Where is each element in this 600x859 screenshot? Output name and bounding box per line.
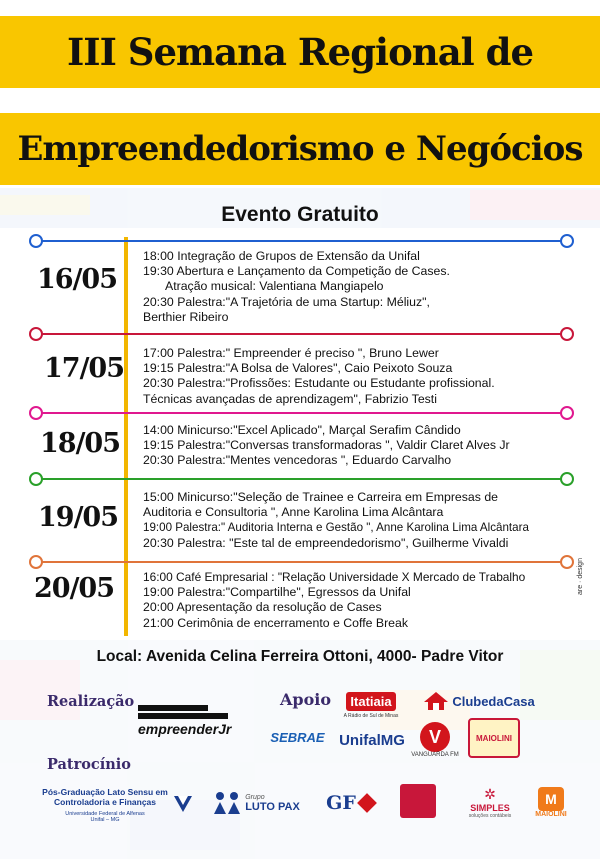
day-divider [38, 478, 568, 480]
people-icon [212, 790, 242, 816]
schedule-item: 17:00 Palestra:" Empreender é preciso ", Bruno Lewer [143, 346, 439, 360]
vanguarda-text: VANGUARDA FM [411, 752, 459, 758]
title-line-1: III Semana Regional de [66, 30, 534, 74]
cart-icon: M [538, 787, 564, 811]
day-date: 20/05 [34, 573, 115, 604]
day-items [143, 346, 583, 407]
day-items [143, 423, 583, 469]
day-date: 16/05 [37, 264, 118, 295]
itatiaia-sub: A Rádio de Sul de Minas [343, 712, 399, 719]
maiolini2-text: MAIOLINI [535, 810, 567, 818]
divider-dot [560, 327, 574, 341]
day-date: 18/05 [40, 428, 121, 459]
simples-sub: soluções contábeis [468, 812, 512, 819]
schedule-item: 20:30 Palestra:"A Trajetória de uma Startup: Méliuz", [143, 294, 430, 309]
posgrad-line-3: Universidade Federal de Alfenas [65, 811, 145, 817]
gf-text: GF [326, 792, 356, 814]
schedule-item: Atração musical: Valentiana Mangiapelo [165, 279, 384, 294]
schedule-item: 20:00 Apresentação da resolução de Cases [143, 600, 382, 615]
schedule-item: 20:30 Palestra: "Este tal de empreendedorismo", Guilherme Vivaldi [143, 535, 509, 550]
schedule-item: Técnicas avançadas de aprendizagem", Fabrizio Testi [143, 391, 437, 406]
day-divider [38, 412, 568, 414]
schedule-item: 20:30 Palestra:"Mentes vencedoras ", Eduardo Carvalho [143, 453, 452, 468]
schedule-item: 19:15 Palestra:"A Bolsa de Valores", Caio Peixoto Souza [143, 361, 453, 376]
divider-dot [29, 234, 43, 248]
divider-dot [29, 406, 43, 420]
itatiaia-text: Itatiaia [346, 692, 395, 711]
schedule-item: 19:30 Abertura e Lançamento da Competição de Cases. [143, 264, 450, 279]
schedule-item: 20:30 Palestra:"Profissões: Estudante ou Estudante profissional. [143, 376, 495, 391]
title-banner-2 [0, 113, 600, 185]
simples-logo [460, 782, 520, 822]
empreender-text: empreenderJr [138, 721, 232, 737]
day-items [143, 570, 583, 631]
posgrad-line-4: Unifal – MG [90, 817, 120, 823]
simples-star-icon: ✲ [484, 785, 496, 802]
divider-dot [560, 234, 574, 248]
divider-dot [560, 555, 574, 569]
divider-dot [560, 406, 574, 420]
maiolini-logo [468, 718, 520, 758]
clube-text: ClubedaCasa [452, 693, 535, 709]
day-items [143, 249, 583, 325]
gf-logo [322, 788, 378, 818]
schedule-item: 19:15 Palestra:"Conversas transformadoras ", Valdir Claret Alves Jr [143, 438, 510, 453]
posgrad-line-2: Controladoria e Finanças [53, 797, 157, 807]
posgrad-logo [30, 780, 180, 830]
schedule-item: 16:00 Café Empresarial : "Relação Universidade X Mercado de Trabalho [143, 570, 526, 584]
unifal-text: UnifalMG [339, 731, 405, 749]
vanguarda-logo [410, 718, 460, 762]
simples-text: SIMPLES [470, 802, 510, 813]
sebrae-logo [270, 725, 325, 749]
timeline-vertical [124, 237, 128, 636]
event-subtitle: Evento Gratuito [221, 203, 379, 226]
schedule-item: 19:00 Palestra:"Compartilhe", Egressos da Unifal [143, 585, 411, 600]
schedule-item: 19:00 Palestra:" Auditoria Interna e Gestão ", Anne Karolina Lima Alcântara [143, 521, 529, 535]
divider-dot [29, 472, 43, 486]
lutopax-logo [205, 786, 307, 820]
schedule-item: 15:00 Minicurso:"Seleção de Trainee e Carreira em Empresas de [143, 490, 499, 504]
day-divider [38, 561, 568, 563]
lutopax-pre: Grupo [245, 793, 265, 801]
day-divider [38, 333, 568, 335]
day-date: 19/05 [38, 502, 119, 533]
maiolini-text: MAIOLINI [476, 733, 512, 743]
divider-dot [29, 555, 43, 569]
gf-diamond-icon [357, 793, 377, 813]
red-sponsor-logo [400, 784, 436, 818]
schedule-item: 18:00 Integração de Grupos de Extensão da Unifal [143, 249, 420, 263]
day-items [143, 490, 583, 551]
section-realizacao: Realização [47, 693, 135, 710]
section-apoio: Apoio [280, 690, 332, 709]
clube-da-casa-logo [415, 688, 543, 714]
divider-dot [560, 472, 574, 486]
section-patrocinio: Patrocínio [47, 756, 131, 773]
schedule-item: Auditoria e Consultoria ", Anne Karolina Lima Alcântara [143, 505, 444, 520]
sebrae-text: SEBRAE [270, 729, 325, 745]
house-icon [423, 691, 449, 711]
designer-credit: are · design [577, 558, 584, 595]
day-divider [38, 240, 568, 242]
day-date: 17/05 [44, 353, 125, 384]
maiolini2-logo [526, 780, 576, 824]
lutopax-text: LUTO PAX [245, 800, 300, 813]
vanguarda-v-icon: V [420, 722, 450, 752]
title-banner-1 [0, 16, 600, 88]
emblem-icon [172, 792, 194, 814]
itatiaia-logo [340, 684, 402, 726]
schedule-item: 21:00 Cerimônia de encerramento e Coffe Break [143, 615, 408, 630]
unifal-logo [333, 727, 411, 753]
empreender-logo [138, 700, 263, 742]
title-line-2: Empreendedorismo e Negócios [17, 129, 583, 169]
schedule-item: 14:00 Minicurso:"Excel Aplicado", Marçal Serafim Cândido [143, 423, 461, 437]
schedule-item: Berthier Ribeiro [143, 309, 229, 324]
event-location: Local: Avenida Celina Ferreira Ottoni, 4000- Padre Vitor [96, 648, 504, 665]
posgrad-line-1: Pós-Graduação Lato Sensu em [42, 787, 168, 797]
divider-dot [29, 327, 43, 341]
